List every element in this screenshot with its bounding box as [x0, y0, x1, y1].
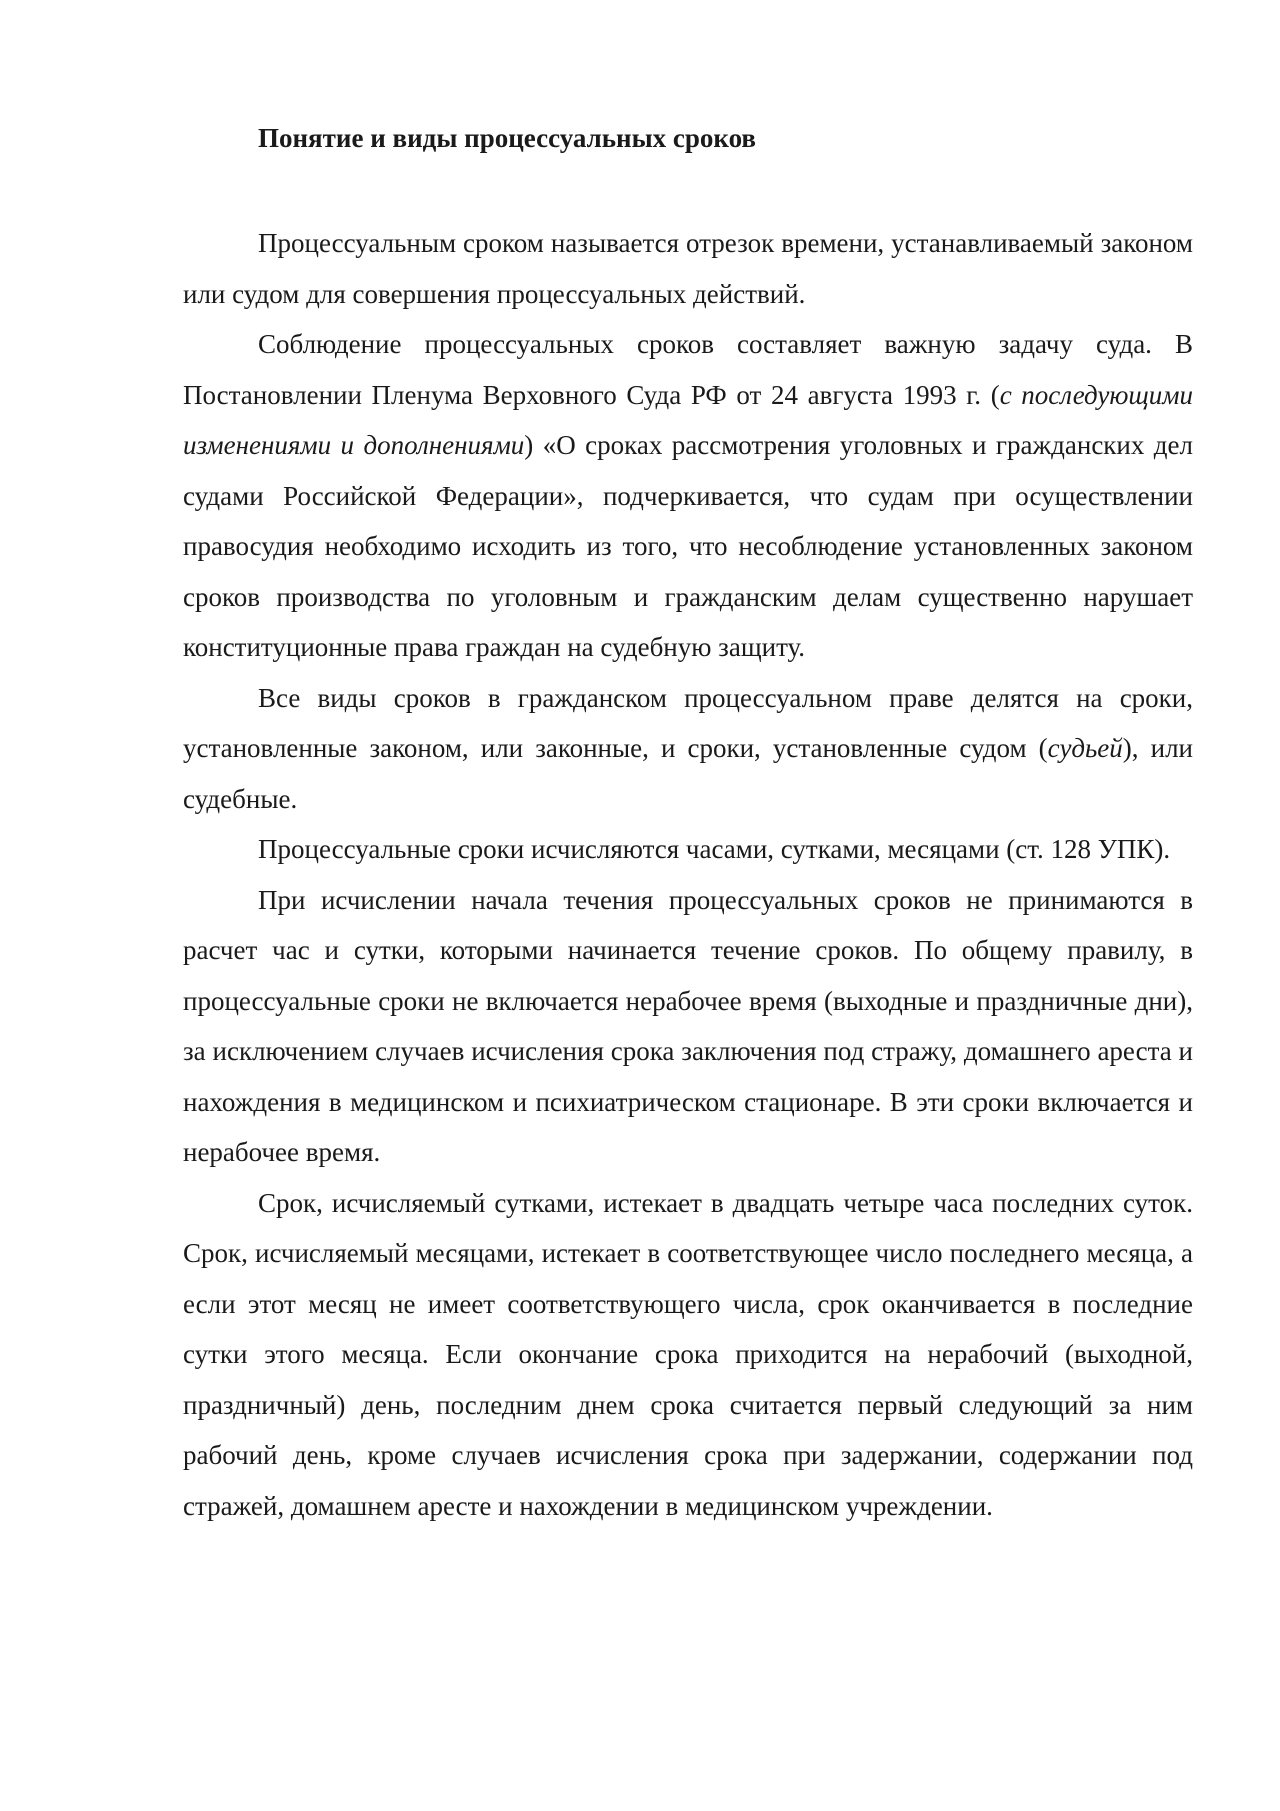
- paragraph-5: [183, 875, 1193, 1178]
- paragraph-1: [183, 218, 1193, 319]
- paragraph-6: [183, 1178, 1193, 1532]
- document-body: [183, 218, 1193, 1531]
- paragraph-text: Все виды сроков в гражданском процессуальном праве делятся на сроки, установленные законом, или законные, и сроки, установленные судом (: [183, 682, 1193, 763]
- paragraph-2: [183, 319, 1193, 673]
- italic-text: с последующими изменениями и дополнениями: [183, 379, 1193, 460]
- paragraph-text: При исчислении начала течения процессуальных сроков не принимаются в расчет час и сутки, которыми начинается течение сроков. По общему правилу, в процессуальные сроки не включается нерабочее время (выходные и праздничные дни), за исключением случаев исчисления срока заключения под стражу, домашнего ареста и нахождения в медицинском и психиатрическом стационаре. В эти сроки включается и нерабочее время.: [183, 884, 1193, 1167]
- italic-text: судьей: [1047, 733, 1123, 763]
- paragraph-3: [183, 673, 1193, 825]
- paragraph-text: Процессуальные сроки исчисляются часами, сутками, месяцами (ст. 128 УПК).: [258, 834, 1171, 864]
- paragraph-text: Срок, исчисляемый сутками, истекает в двадцать четыре часа последних суток. Срок, исчисляемый месяцами, истекает в соответствующее число последнего месяца, а если этот месяц не имеет соответствующего числа, срок оканчивается в последние сутки этого месяца. Если окончание срока приходится на нерабочий (выходной, праздничный) день, последним днем срока считается первый следующий за ним рабочий день, кроме случаев исчисления срока при задержании, содержании под стражей, домашнем аресте и нахождении в медицинском учреждении.: [183, 1187, 1193, 1521]
- paragraph-4: [183, 824, 1193, 875]
- page-title: Понятие и виды процессуальных сроков: [258, 123, 757, 153]
- paragraph-text: Соблюдение процессуальных сроков составляет важную задачу суда. В Постановлении Пленума Верховного Суда РФ от 24 августа 1993 г. (: [183, 329, 1193, 410]
- paragraph-text: Процессуальным сроком называется отрезок времени, устанавливаемый законом или судом для совершения процессуальных действий.: [183, 228, 1193, 309]
- paragraph-text: ) «О сроках рассмотрения уголовных и гражданских дел судами Российской Федерации», подчеркивается, что судам при осуществлении правосудия необходимо исходить из того, что несоблюдение установленных законом сроков производства по уголовным и гражданским делам существенно нарушает конституционные права граждан на судебную защиту.: [183, 430, 1193, 662]
- paragraph-text: ), или судебные.: [183, 733, 1193, 814]
